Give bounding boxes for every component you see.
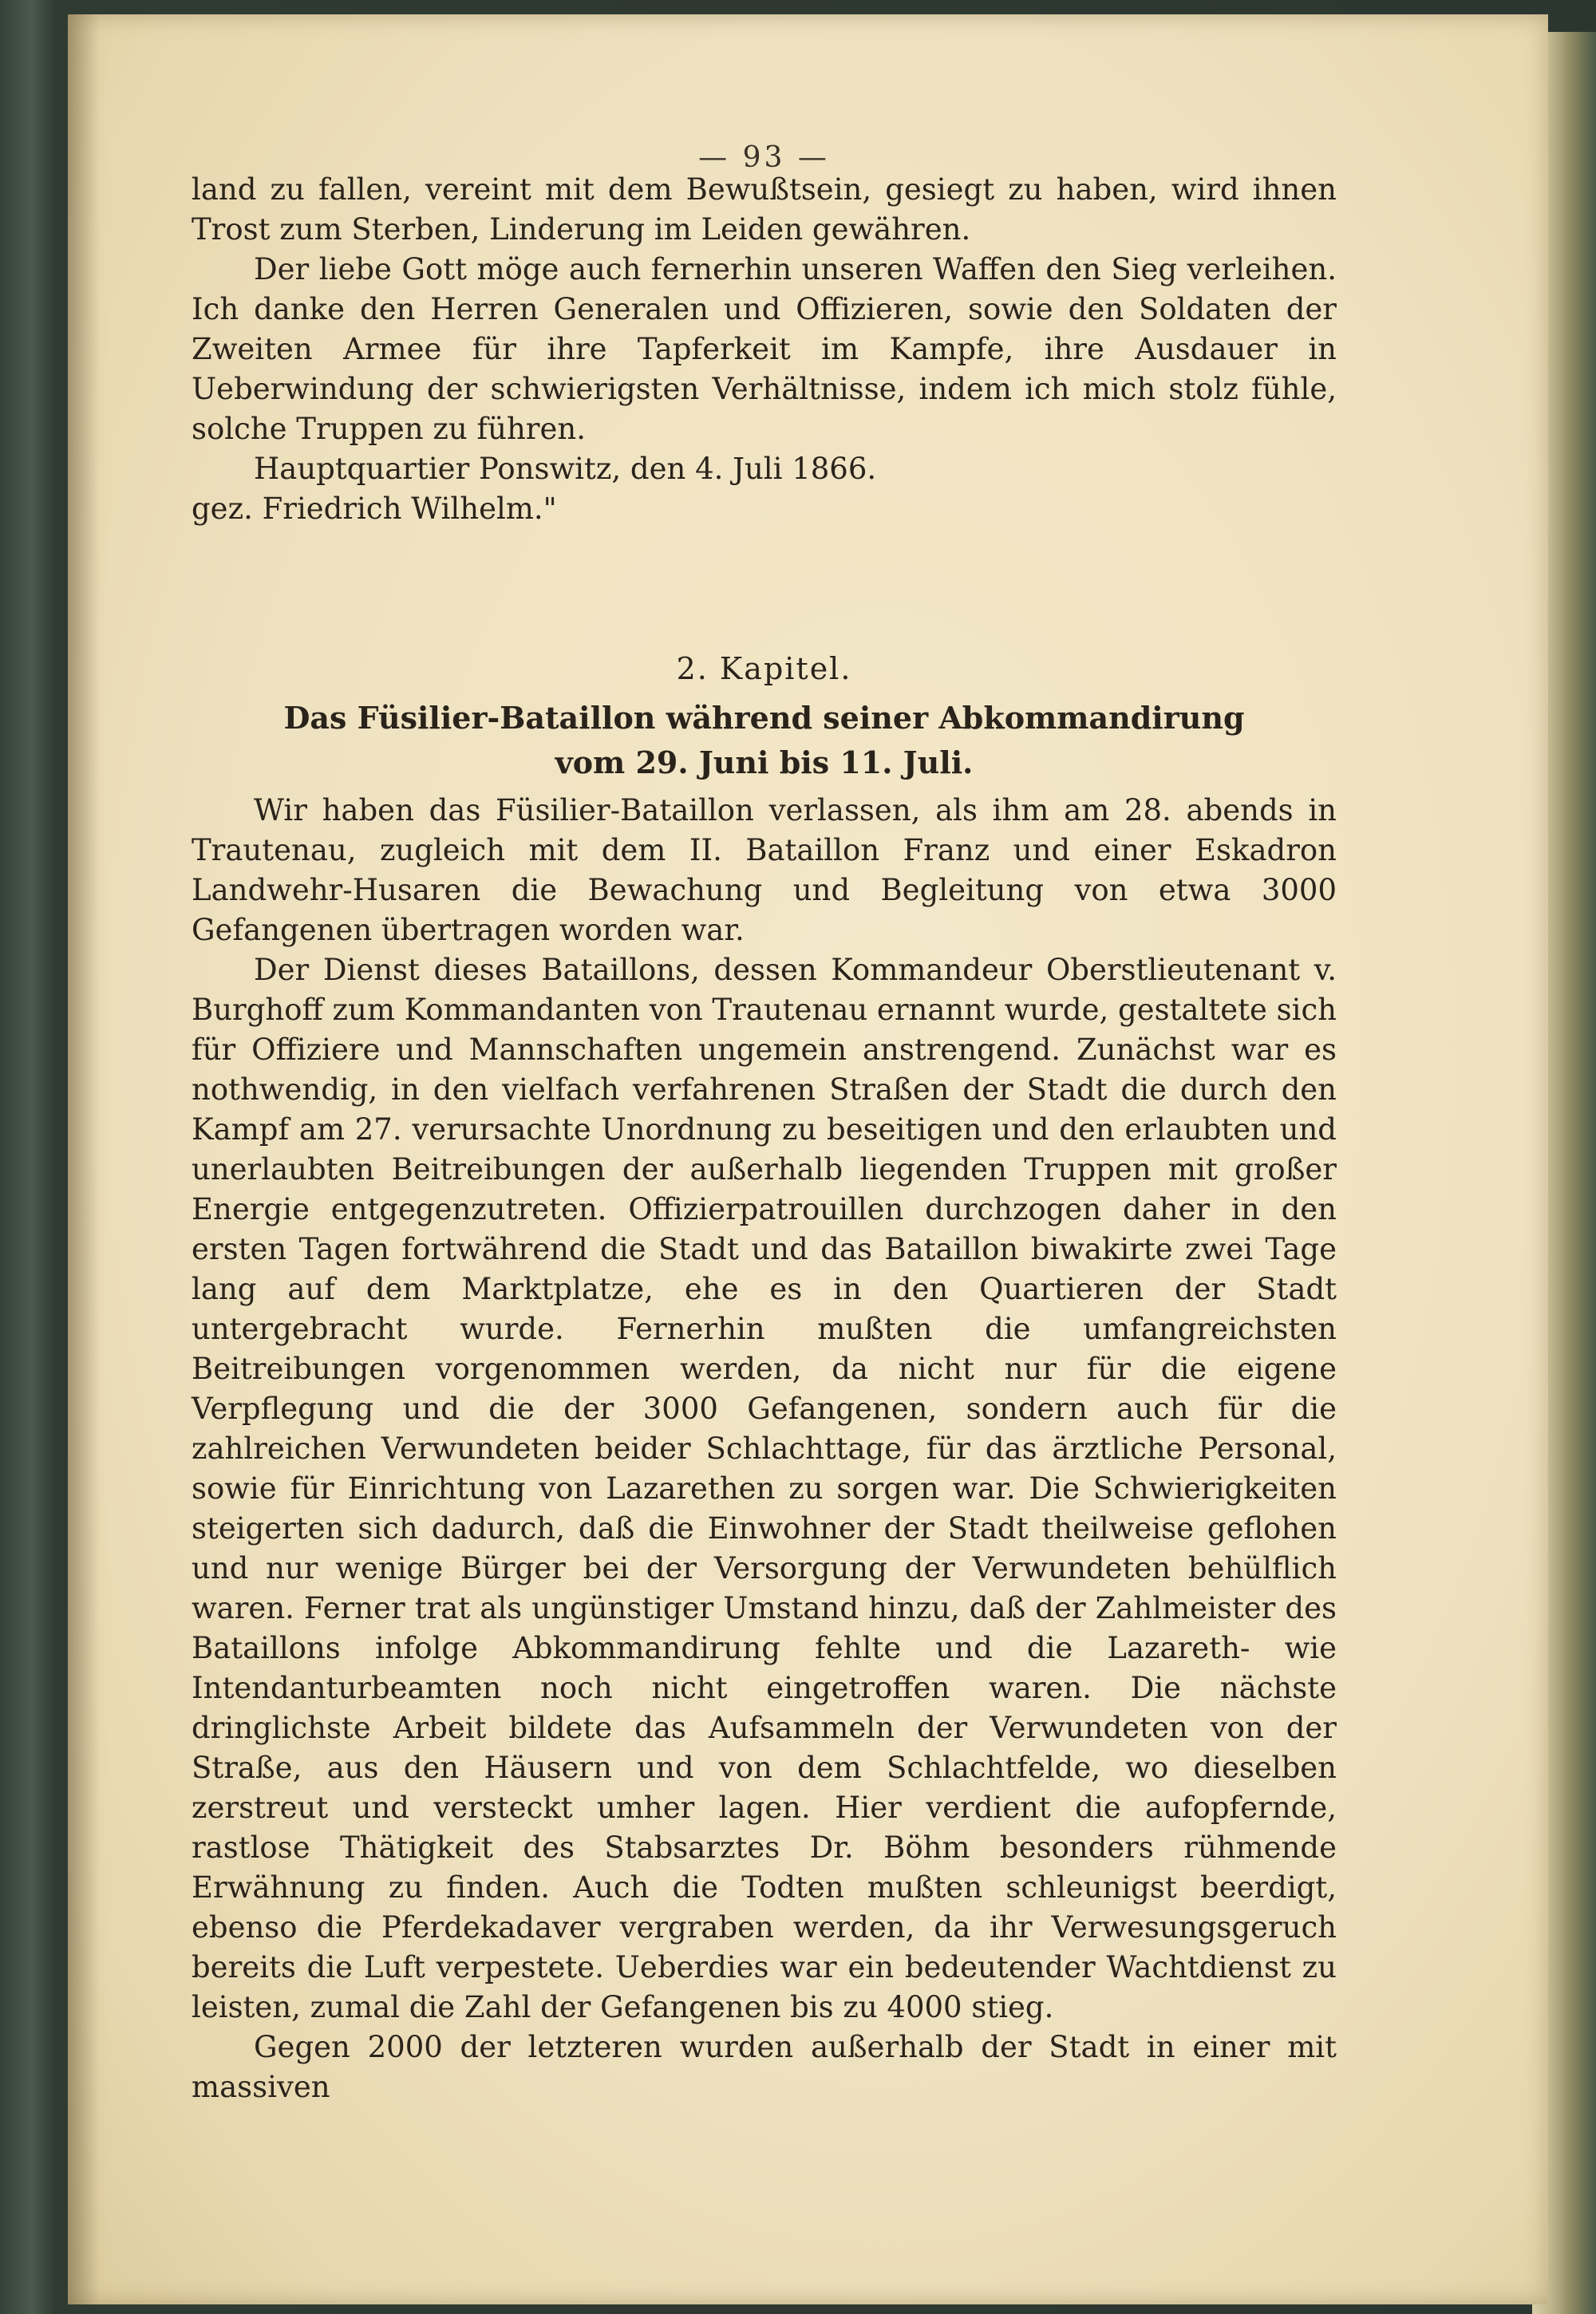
chapter-title-line-2: vom 29. Juni bis 11. Juli. xyxy=(555,744,974,780)
body-paragraph-1: Wir haben das Füsilier-Bataillon verlassen, als ihm am 28. abends in Trautenau, zugleich mit dem II. Bataillon Franz und einer Eskadron Landwehr-Husaren die Bewachung und Begleitung von etwa 3000 Gefangenen übertragen worden war. xyxy=(192,793,1337,947)
chapter-label: 2. Kapitel. xyxy=(676,651,852,686)
top-paragraph-2: Der liebe Gott möge auch fernerhin unseren Waffen den Sieg verleihen. Ich danke den Herren Generalen und Offizieren, sowie den Soldaten der Zweiten Armee für ihre Tapferkeit im Kampfe, ihre Ausdauer in Ueberwindung der schwierigsten Verhältnisse, indem ich mich stolz fühle, solche Truppen zu führen. xyxy=(192,252,1337,446)
dateline: Hauptquartier Ponswitz, den 4. Juli 1866. xyxy=(254,452,877,486)
page-number: — 93 — xyxy=(698,141,830,174)
signature-line: gez. Friedrich Wilhelm." xyxy=(192,492,557,526)
top-paragraph-1: land zu fallen, vereint mit dem Bewußtsein, gesiegt zu haben, wird ihnen Trost zum Sterben, Linderung im Leiden gewähren. xyxy=(192,172,1337,247)
body-paragraph-2: Der Dienst dieses Bataillons, dessen Kommandeur Oberstlieutenant v. Burghoff zum Kommandanten von Trautenau ernannt wurde, gestaltete sich für Offiziere und Mannschaften ungemein anstrengend. Zunächst war es nothwendig, in den vielfach verfahrenen Straßen der Stadt die durch den Kampf am 27. verursachte Unordnung zu beseitigen und den erlaubten und unerlaubten Beitreibungen der außerhalb liegenden Truppen mit großer Energie entgegenzutreten. Offizierpatrouillen durchzogen daher in den ersten Tagen fortwährend die Stadt und das Bataillon biwakirte zwei Tage lang auf dem Marktplatze, ehe es in den Quartieren der Stadt untergebracht wurde. Fernerhin mußten die umfangreichsten Beitreibungen vorgenommen werden, da nicht nur für die eigene Verpflegung und die der 3000 Gefangenen, sondern auch für die zahlreichen Verwundeten beider Schlachttage, für das ärztliche Personal, sowie für Einrichtung von Lazarethen zu sorgen war. Die Schwierigkeiten steigerten sich dadurch, daß die Einwohner der Stadt theilweise geflohen und nur wenige Bürger bei der Versorgung der Verwundeten behülflich waren. Ferner trat als ungünstiger Umstand hinzu, daß der Zahlmeister des Bataillons infolge Abkommandirung fehlte und die Lazareth- wie Intendanturbeamten noch nicht eingetroffen waren. Die nächste dringlichste Arbeit bildete das Aufsammeln der Verwundeten von der Straße, aus den Häusern und von dem Schlachtfelde, wo dieselben zerstreut und versteckt umher lagen. Hier verdient die aufopfernde, rastlose Thätigkeit des Stabsarztes Dr. Böhm besonders rühmende Erwähnung zu finden. Auch die Todten mußten schleunigst beerdigt, ebenso die Pferdekadaver vergraben werden, da ihr Verwesungsgeruch bereits die Luft verpestete. Ueberdies war ein bedeutender Wachtdienst zu leisten, zumal die Zahl der Gefangenen bis zu 4000 stieg. xyxy=(192,953,1337,2024)
page-text-block xyxy=(192,141,1337,2107)
section-gap xyxy=(192,529,1337,601)
chapter-title-line-1: Das Füsilier-Bataillon während seiner Abkommandirung xyxy=(283,700,1245,736)
body-paragraph-3: Gegen 2000 der letzteren wurden außerhalb der Stadt in einer mit massiven xyxy=(192,2030,1337,2104)
book-page xyxy=(68,14,1548,2304)
page-gutter-shadow xyxy=(68,14,100,2304)
